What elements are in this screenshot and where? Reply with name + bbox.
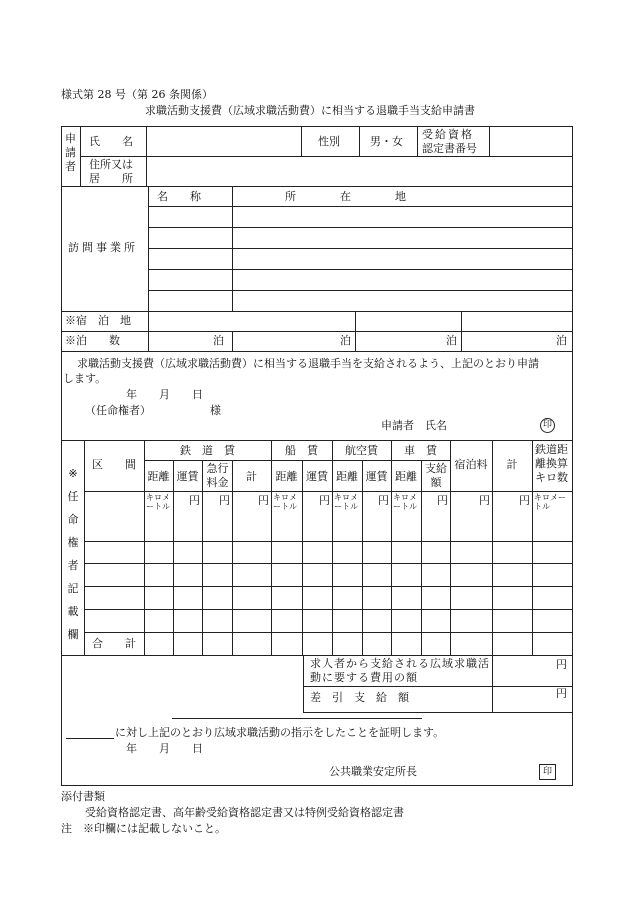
unit-yen-6: 円 <box>437 494 448 507</box>
cert-label-1: 受給資格 <box>422 128 474 141</box>
nights-unit-3: 泊 <box>446 334 457 347</box>
gender-options: 男・女 <box>370 135 403 148</box>
unit-km-1: キロメートル <box>146 493 170 512</box>
side-char-4: 者 <box>67 559 79 572</box>
unit-yen-8: 円 <box>519 494 530 507</box>
summary-yen-2: 円 <box>556 687 567 700</box>
nights-unit-4: 泊 <box>556 334 567 347</box>
applicant-name-label: 申請者 氏名 <box>381 419 447 432</box>
certification-statement: に対し上記のとおり広域求職活動の指示をしたことを証明します。 <box>115 726 445 739</box>
address-label-1: 住所又は <box>89 158 133 171</box>
difference-label: 差 引 支 給 額 <box>310 691 409 704</box>
attachments-label: 添付書類 <box>61 790 105 803</box>
unit-yen-3: 円 <box>258 494 269 507</box>
appointing-authority: （任命権者） <box>85 404 151 417</box>
visit-section-label: 訪問事業所 <box>68 241 138 254</box>
applicant-seal: 印 <box>540 418 555 433</box>
applicant-section-label: 申請者 <box>65 132 76 173</box>
side-char-1: 任 <box>67 490 79 503</box>
office-seal: 印 <box>539 764 556 780</box>
rail-header: 鉄 道 賃 <box>180 444 235 457</box>
unit-km-2: キロメートル <box>273 493 297 512</box>
address-label-2: 居 所 <box>89 172 133 185</box>
ship-header: 船 賃 <box>285 444 318 457</box>
unit-yen-4: 円 <box>319 494 330 507</box>
rail-fare-sub: 運賃 <box>176 470 199 483</box>
request-date: 年 月 日 <box>126 388 203 401</box>
unit-yen-7: 円 <box>479 494 490 507</box>
lodging-nights-label: ※泊 数 <box>65 334 120 347</box>
request-statement-2: します。 <box>63 372 107 385</box>
note: 注 ※印欄には記載しないこと。 <box>61 822 226 835</box>
visit-address-header: 所 在 地 <box>285 190 406 203</box>
form-number: 様式第 28 号（第 26 条関係） <box>61 88 213 101</box>
office-head-label: 公共職業安定所長 <box>329 765 417 778</box>
car-distance-sub: 距離 <box>395 470 417 483</box>
unit-km-5: キロメートル <box>534 493 566 512</box>
request-statement: 求職活動支援費（広域求職活動費）に相当する退職手当を支給されるよう、上記のとおり申請 <box>77 357 539 370</box>
cert-label-2: 認定書番号 <box>422 142 477 155</box>
lodging-fee-header: 宿泊料 <box>454 458 488 471</box>
nights-unit-2: 泊 <box>340 334 351 347</box>
side-char-6: 載 <box>67 605 79 618</box>
ship-distance-sub: 距離 <box>275 470 298 483</box>
rail-distance-header: 鉄道距離換算キロ数 <box>535 443 568 484</box>
total-header: 計 <box>506 458 518 471</box>
unit-yen-1: 円 <box>189 494 200 507</box>
attachments: 受給資格認定書、高年齢受給資格認定書又は特例受給資格認定書 <box>85 806 404 819</box>
unit-km-3: キロメートル <box>334 493 358 512</box>
gender-label: 性別 <box>318 135 340 148</box>
summary-yen-1: 円 <box>556 658 567 671</box>
ship-fare-sub: 運賃 <box>306 470 328 483</box>
side-char-3: 権 <box>67 536 79 549</box>
air-fare-sub: 運賃 <box>365 470 388 483</box>
nights-unit-1: 泊 <box>213 334 224 347</box>
rail-total-sub: 計 <box>246 470 257 483</box>
section-header: 区 間 <box>92 458 136 471</box>
air-distance-sub: 距離 <box>336 470 358 483</box>
rail-express-sub: 急行料金 <box>206 462 229 489</box>
honorific: 様 <box>210 404 221 417</box>
unit-yen-5: 円 <box>378 494 389 507</box>
sum-label: 合 計 <box>92 637 136 650</box>
unit-yen-2: 円 <box>219 494 230 507</box>
car-pay-sub: 支給額 <box>425 462 447 489</box>
unit-km-4: キロメートル <box>393 493 417 512</box>
visit-name-header: 名 称 <box>157 190 201 203</box>
side-char-7: 欄 <box>67 628 79 641</box>
side-char-2: 命 <box>67 513 79 526</box>
rail-distance-sub: 距離 <box>147 470 170 483</box>
car-header: 車 賃 <box>404 444 437 457</box>
side-char-0: ※ <box>68 467 78 480</box>
side-char-5: 記 <box>67 582 79 595</box>
lodging-place-label: ※宿 泊 地 <box>65 314 131 327</box>
air-header: 航空賃 <box>345 444 378 457</box>
certification-date: 年 月 日 <box>126 742 203 755</box>
form-title: 求職活動支援費（広域求職活動費）に相当する退職手当支給申請書 <box>145 104 475 117</box>
name-label: 氏 名 <box>89 135 133 148</box>
employer-paid-label: 求人者から支給される広域求職活動に要する費用の額 <box>310 657 490 684</box>
